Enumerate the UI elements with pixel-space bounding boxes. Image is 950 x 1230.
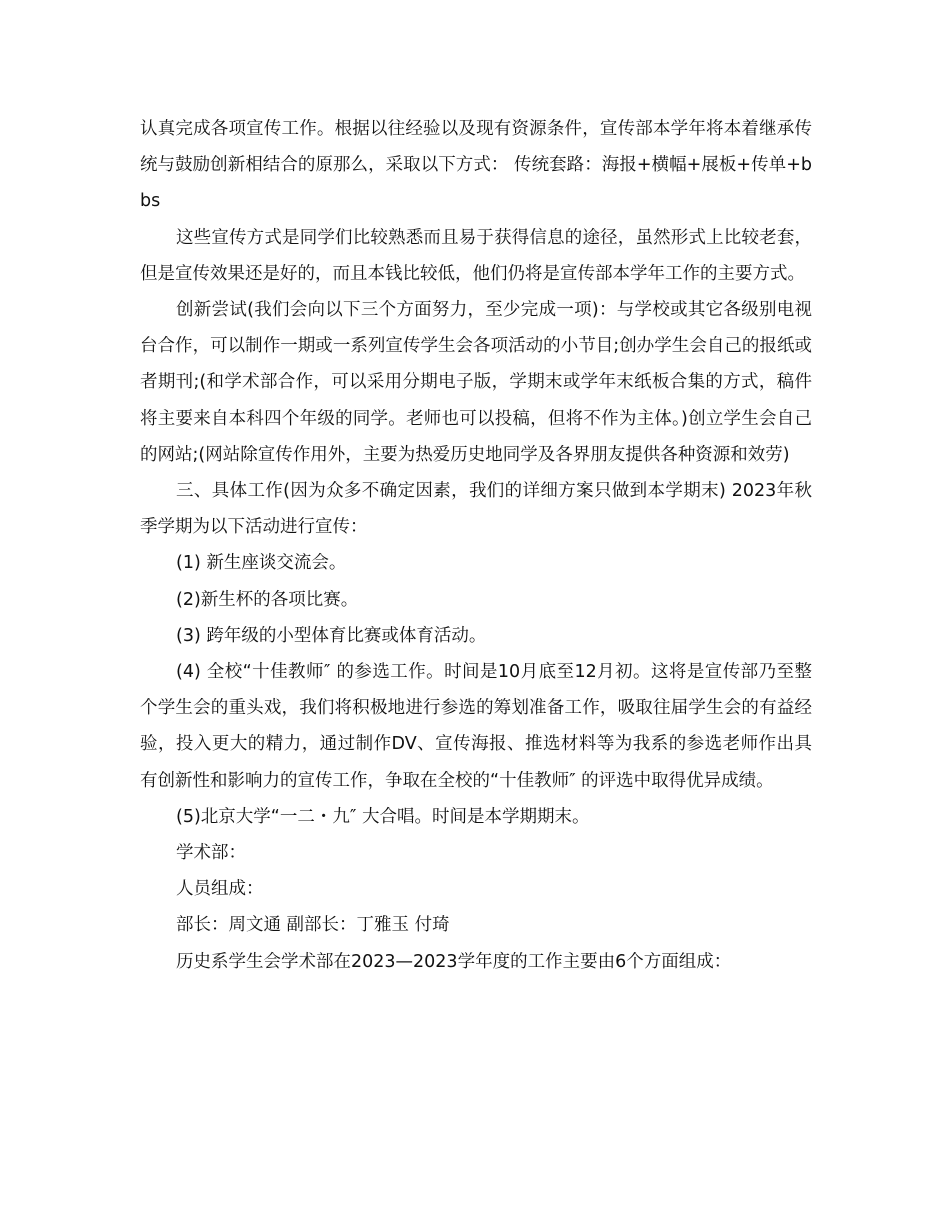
list-item-4: (4) 全校“十佳教师″ 的参选工作。时间是10月底至12月初。这将是宣传部乃至整个学生会的重头戏，我们将积极地进行参选的筹划准备工作，吸取往届学生会的有益经验，投入更大的精力，通过制作DV、宣传海报、推选材料等为我系的参选老师作出具有创新性和影响力的宣传工作，争取在全校的“十佳教师″ 的评选中取得优异成绩。: [140, 662, 812, 791]
staff-heading: 人员组成：: [176, 879, 264, 900]
paragraph-academic-work-intro: 历史系学生会学术部在2023—2023学年度的工作主要由6个方面组成：: [176, 951, 732, 972]
section-heading-academic-dept: 学术部：: [176, 843, 246, 864]
paragraph-specific-work-heading: 三、具体工作(因为众多不确定因素，我们的详细方案只做到本学期末) 2023年秋季学期为以下活动进行宣传：: [140, 481, 812, 538]
staff-members: 部长：周文通 副部长：丁雅玉 付琦: [176, 915, 450, 936]
list-item-1: (1) 新生座谈交流会。: [176, 553, 347, 574]
document-body: [140, 111, 812, 980]
paragraph-innovation-attempts: 创新尝试(我们会向以下三个方面努力，至少完成一项)：与学校或其它各级别电视台合作，可以制作一期或一系列宣传学生会各项活动的小节目;创办学生会自己的报纸或者期刊;(和学术部合作，可以采用分期电子版，学期末或学年末纸板合集的方式，稿件将主要来自本科四个年级的同学。老师也可以投稿，但将不作为主体。)创立学生会自己的网站;(网站除宣传作用外，主要为热爱历史地同学及各界朋友提供各种资源和效劳): [140, 300, 812, 465]
list-item-5: (5)北京大学“一二・九″ 大合唱。时间是本学期期末。: [176, 806, 590, 827]
list-item-3: (3) 跨年级的小型体育比赛或体育活动。: [176, 625, 487, 646]
paragraph-publicity-methods: 认真完成各项宣传工作。根据以往经验以及现有资源条件，宣传部本学年将本着继承传统与鼓励创新相结合的原那么，采取以下方式： 传统套路：海报+横幅+展板+传单+bbs: [140, 119, 812, 212]
list-item-2: (2)新生杯的各项比赛。: [176, 589, 359, 610]
paragraph-traditional-methods: 这些宣传方式是同学们比较熟悉而且易于获得信息的途径，虽然形式上比较老套，但是宣传效果还是好的，而且本钱比较低，他们仍将是宣传部本学年工作的主要方式。: [140, 227, 812, 284]
